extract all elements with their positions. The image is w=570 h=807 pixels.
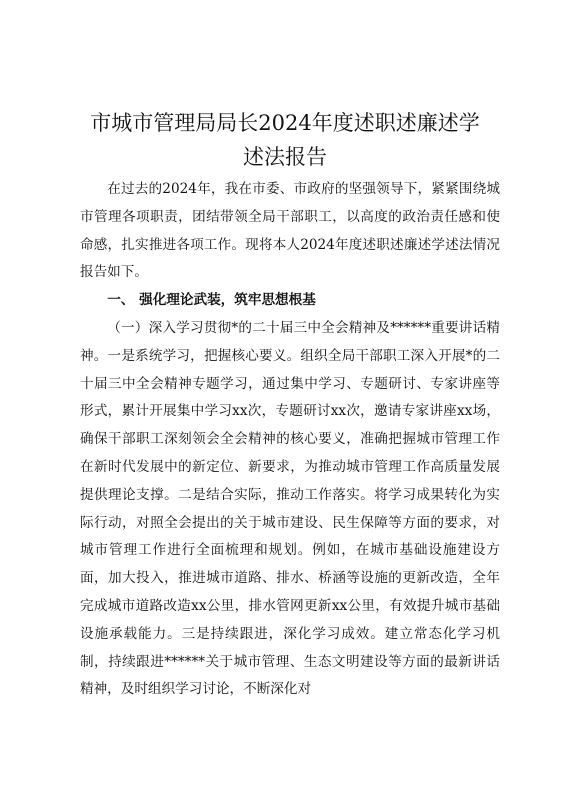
section-heading: 一、 强化理论武装，筑牢思想根基 (107, 292, 316, 309)
document-title-line1: 市城市管理局局长2024年度述职述廉述学 (90, 111, 480, 135)
body-paragraph: （一）深入学习贯彻*的二十届三中全会精神及******重要讲话精神。一是系统学习，把握核心要义。组织全局干部职工深入开展*的二十届三中全会精神专题学习，通过集中学习、专题研讨、专家讲座等形式，累计开展集中学习xx次，专题研讨xx次，邀请专家讲座xx场，确保干部职工深刻领会全会精神的核心要义，准确把握城市管理工作在新时代发展中的新定位、新要求，为推动城市管理工作高质量发展提供理论支撑。二是结合实际，推动工作落实。将学习成果转化为实际行动，对照全会提出的关于城市建设、民生保障等方面的要求，对城市管理工作进行全面梳理和规划。例如，在城市基础设施建设方面，加大投入，推进城市道路、排水、桥涵等设施的更新改造，全年完成城市道路改造xx公里，排水管网更新xx公里，有效提升城市基础设施承载能力。三是持续跟进，深化学习成效。建立常态化学习机制，持续跟进******关于城市管理、生态文明建设等方面的最新讲话精神，及时组织学习讨论，不断深化对 (80, 319, 500, 698)
intro-paragraph: 在过去的2024年，我在市委、市政府的坚强领导下，紧紧围绕城市管理各项职责，团结带领全局干部职工，以高度的政治责任感和使命感，扎实推进各项工作。现将本人2024年度述职述廉述学述法情况报告如下。 (80, 181, 500, 281)
document-body (80, 176, 500, 704)
document-title-line2: 述法报告 (243, 145, 327, 169)
